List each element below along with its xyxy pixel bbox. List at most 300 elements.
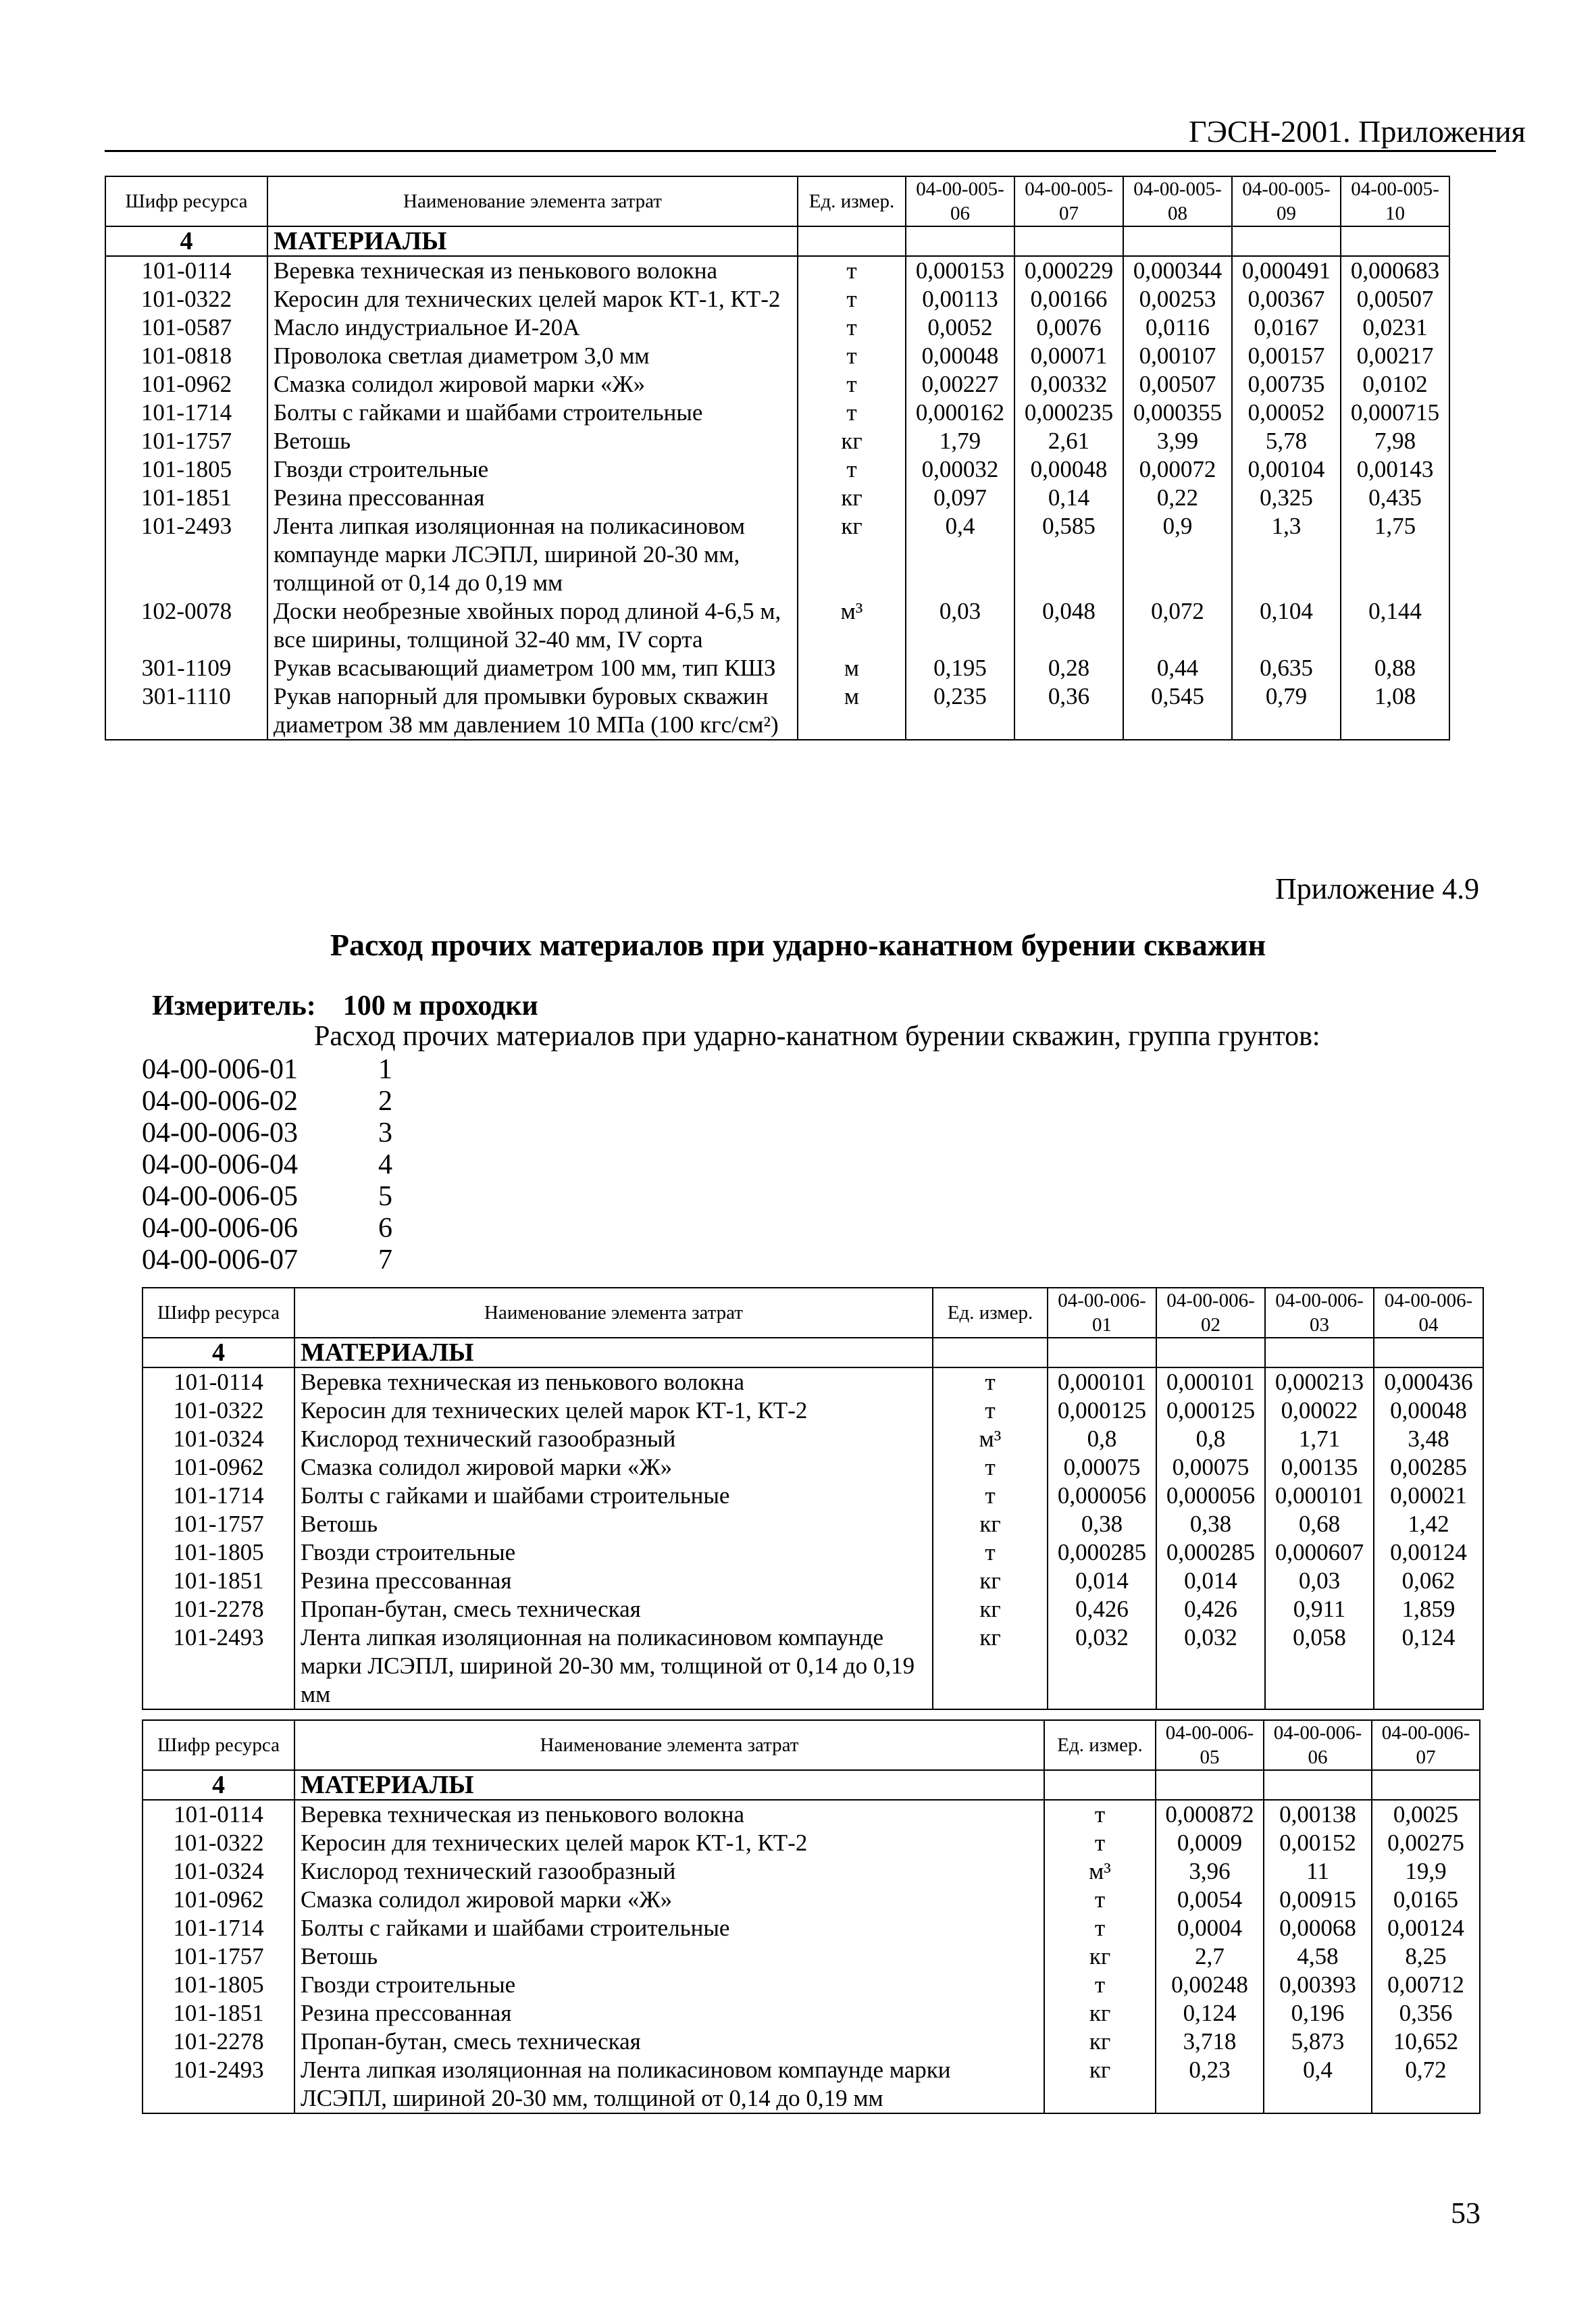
col-header-value: 04-00-005-07 [1014,176,1123,226]
resource-name: Лента липкая изоляционная на поликасиновом компаунде марки ЛСЭПЛ, шириной 20-30 мм, толщиной от 0,14 до 0,19 мм [294,2056,1044,2113]
resource-value: 0,032 [1156,1624,1265,1709]
resource-table-006-a [142,1287,1484,1710]
table-row [105,342,1449,370]
resource-value: 0,356 [1372,1999,1480,2028]
resource-code: 101-0322 [143,1397,294,1425]
resource-value: 0,14 [1014,484,1123,512]
col-header-value: 04-00-006-04 [1374,1288,1483,1338]
resource-value: 1,42 [1374,1510,1483,1538]
resource-value: 0,0025 [1372,1800,1480,1829]
page-number: 53 [1451,2196,1481,2230]
resource-code: 101-0114 [105,256,267,285]
section-name: МАТЕРИАЛЫ [267,226,798,256]
description: Расход прочих материалов при ударно-канатном бурении скважин, группа грунтов: [314,1021,1320,1052]
resource-value: 0,00227 [906,370,1014,399]
resource-value: 0,000056 [1156,1482,1265,1510]
list-item [142,1181,392,1213]
resource-value: 0,4 [906,512,1014,597]
header-rule [105,150,1496,152]
resource-value: 0,000213 [1265,1367,1374,1397]
resource-name: Ветошь [294,1942,1044,1971]
table-row [105,313,1449,342]
resource-unit: т [798,455,906,484]
resource-value: 0,00166 [1014,285,1123,313]
resource-value: 7,98 [1341,427,1449,455]
col-header-code: Шифр ресурса [105,176,267,226]
resource-value: 1,75 [1341,512,1449,597]
resource-code: 101-1851 [105,484,267,512]
resource-value: 0,426 [1048,1595,1156,1624]
resource-value: 0,00367 [1232,285,1341,313]
resource-unit: т [933,1482,1048,1510]
item-group: 4 [378,1149,392,1180]
resource-value: 0,00113 [906,285,1014,313]
table-row [105,399,1449,427]
resource-value: 0,00072 [1123,455,1232,484]
resource-value: 0,325 [1232,484,1341,512]
resource-value: 0,911 [1265,1595,1374,1624]
resource-value: 0,00124 [1374,1538,1483,1567]
resource-value: 0,097 [906,484,1014,512]
resource-code: 101-1757 [105,427,267,455]
resource-unit: т [798,313,906,342]
resource-code: 101-0114 [143,1367,294,1397]
resource-value: 0,28 [1014,654,1123,682]
resource-value: 0,00712 [1372,1971,1480,1999]
resource-value: 0,0102 [1341,370,1449,399]
list-item [142,1213,392,1244]
section-row [143,1338,1483,1367]
item-code: 04-00-006-01 [142,1054,298,1085]
list-item [142,1054,392,1086]
table-row [105,370,1449,399]
resource-value: 0,000436 [1374,1367,1483,1397]
resource-value: 0,0076 [1014,313,1123,342]
resource-value: 0,00138 [1264,1800,1372,1829]
resource-name: Смазка солидол жировой марки «Ж» [267,370,798,399]
resource-value: 0,014 [1048,1567,1156,1595]
resource-unit: т [1044,1800,1156,1829]
resource-code: 102-0078 [105,597,267,654]
col-header-value: 04-00-006-05 [1156,1720,1264,1770]
resource-value: 0,72 [1372,2056,1480,2113]
table-row [143,1914,1480,1942]
table-row [105,654,1449,682]
resource-value: 0,68 [1265,1510,1374,1538]
list-item [142,1244,392,1276]
resource-value: 2,61 [1014,427,1123,455]
resource-name: Веревка техническая из пенькового волокна [294,1800,1044,1829]
table-row [105,427,1449,455]
table-row [143,1367,1483,1397]
resource-unit: т [933,1367,1048,1397]
resource-name: Ветошь [294,1510,933,1538]
resource-value: 0,000125 [1048,1397,1156,1425]
resource-value: 3,96 [1156,1857,1264,1886]
resource-value: 0,00048 [1014,455,1123,484]
resource-value: 1,859 [1374,1595,1483,1624]
table-header-row [143,1720,1480,1770]
resource-value: 0,00507 [1341,285,1449,313]
resource-name: Масло индустриальное И-20А [267,313,798,342]
resource-name: Гвозди строительные [294,1538,933,1567]
table-row [143,1453,1483,1482]
resource-unit: кг [1044,1942,1156,1971]
resource-value: 0,635 [1232,654,1341,682]
resource-value: 0,000229 [1014,256,1123,285]
appendix-label: Приложение 4.9 [1275,872,1480,905]
resource-unit: кг [933,1595,1048,1624]
table-row [143,1942,1480,1971]
resource-name: Гвозди строительные [294,1971,1044,1999]
resource-unit: т [1044,1971,1156,1999]
table-row [143,1624,1483,1709]
resource-value: 0,00157 [1232,342,1341,370]
resource-value: 0,000235 [1014,399,1123,427]
measure-value: 100 м проходки [342,990,538,1022]
resource-value: 0,0054 [1156,1886,1264,1914]
item-code: 04-00-006-06 [142,1213,298,1244]
col-header-value: 04-00-005-06 [906,176,1014,226]
col-header-code: Шифр ресурса [143,1288,294,1338]
resource-value: 0,000125 [1156,1397,1265,1425]
resource-value: 0,00071 [1014,342,1123,370]
resource-value: 0,545 [1123,682,1232,740]
resource-name: Смазка солидол жировой марки «Ж» [294,1886,1044,1914]
resource-name: Керосин для технических целей марок КТ-1, КТ-2 [267,285,798,313]
resource-unit: т [933,1397,1048,1425]
resource-value: 0,38 [1156,1510,1265,1538]
col-header-value: 04-00-006-07 [1372,1720,1480,1770]
resource-code: 101-2493 [143,1624,294,1709]
resource-value: 0,144 [1341,597,1449,654]
table-row [143,1482,1483,1510]
section-code: 4 [143,1338,294,1367]
resource-name: Веревка техническая из пенькового волокна [267,256,798,285]
resource-name: Кислород технический газообразный [294,1857,1044,1886]
table-row [105,597,1449,654]
resource-code: 101-1757 [143,1510,294,1538]
resource-value: 0,000491 [1232,256,1341,285]
resource-value: 0,00332 [1014,370,1123,399]
resource-value: 0,36 [1014,682,1123,740]
resource-code: 101-0114 [143,1800,294,1829]
section-code: 4 [143,1770,294,1800]
resource-value: 0,000153 [906,256,1014,285]
resource-name: Резина прессованная [294,1999,1044,2028]
col-header-name: Наименование элемента затрат [294,1720,1044,1770]
col-header-value: 04-00-006-06 [1264,1720,1372,1770]
resource-value: 0,000872 [1156,1800,1264,1829]
table-row [143,2056,1480,2113]
resource-value: 0,88 [1341,654,1449,682]
resource-value: 0,03 [1265,1567,1374,1595]
resource-value: 0,124 [1374,1624,1483,1709]
resource-value: 0,8 [1048,1425,1156,1453]
resource-unit: кг [798,512,906,597]
resource-value: 0,0052 [906,313,1014,342]
resource-code: 101-2278 [143,2028,294,2056]
resource-value: 0,00735 [1232,370,1341,399]
resource-name: Проволока светлая диаметром 3,0 мм [267,342,798,370]
resource-unit: кг [933,1624,1048,1709]
resource-name: Доски необрезные хвойных пород длиной 4-6,5 м, все ширины, толщиной 32-40 мм, IV сорта [267,597,798,654]
resource-unit: кг [1044,2028,1156,2056]
resource-unit: т [798,399,906,427]
item-group: 2 [378,1086,392,1117]
resource-unit: м³ [933,1425,1048,1453]
table-row [143,1971,1480,1999]
resource-value: 0,00143 [1341,455,1449,484]
resource-value: 0,00068 [1264,1914,1372,1942]
table-row [143,1595,1483,1624]
resource-value: 0,00022 [1265,1397,1374,1425]
table-row [105,512,1449,597]
resource-value: 0,196 [1264,1999,1372,2028]
resource-code: 101-0818 [105,342,267,370]
resource-code: 101-1714 [143,1482,294,1510]
resource-value: 0,00032 [906,455,1014,484]
resource-name: Пропан-бутан, смесь техническая [294,2028,1044,2056]
resource-code: 301-1110 [105,682,267,740]
section-name: МАТЕРИАЛЫ [294,1338,933,1367]
resource-name: Болты с гайками и шайбами строительные [294,1914,1044,1942]
resource-value: 0,585 [1014,512,1123,597]
resource-table-006-b [142,1719,1481,2114]
col-header-unit: Ед. измер. [933,1288,1048,1338]
resource-value: 1,79 [906,427,1014,455]
resource-value: 3,48 [1374,1425,1483,1453]
resource-name: Резина прессованная [294,1567,933,1595]
resource-value: 0,00075 [1048,1453,1156,1482]
table-row [143,1567,1483,1595]
resource-value: 10,652 [1372,2028,1480,2056]
resource-value: 0,00135 [1265,1453,1374,1482]
resource-code: 101-1805 [105,455,267,484]
item-group: 5 [378,1181,392,1212]
resource-unit: кг [1044,2056,1156,2113]
table-row [105,682,1449,740]
resource-name: Болты с гайками и шайбами строительные [267,399,798,427]
resource-code: 101-2493 [143,2056,294,2113]
resource-value: 0,00285 [1374,1453,1483,1482]
resource-name: Рукав напорный для промывки буровых скважин диаметром 38 мм давлением 10 МПа (100 кгс/см²) [267,682,798,740]
resource-code: 101-1851 [143,1567,294,1595]
resource-value: 0,058 [1265,1624,1374,1709]
item-code: 04-00-006-03 [142,1117,298,1149]
resource-value: 0,00107 [1123,342,1232,370]
resource-name: Ветошь [267,427,798,455]
resource-value: 0,000715 [1341,399,1449,427]
resource-value: 4,58 [1264,1942,1372,1971]
measure-line [152,990,538,1022]
resource-value: 0,014 [1156,1567,1265,1595]
resource-value: 3,99 [1123,427,1232,455]
table-row [143,1397,1483,1425]
resource-value: 0,000162 [906,399,1014,427]
resource-unit: кг [798,484,906,512]
resource-value: 0,9 [1123,512,1232,597]
resource-value: 0,00253 [1123,285,1232,313]
table-row [105,256,1449,285]
resource-unit: м [798,682,906,740]
table-row [105,285,1449,313]
resource-value: 0,8 [1156,1425,1265,1453]
item-code: 04-00-006-07 [142,1244,298,1276]
resource-unit: т [798,256,906,285]
resource-value: 3,718 [1156,2028,1264,2056]
resource-code: 101-2278 [143,1595,294,1624]
resource-code: 101-1851 [143,1999,294,2028]
resource-value: 0,000285 [1156,1538,1265,1567]
resource-value: 1,3 [1232,512,1341,597]
resource-table-005 [105,176,1450,740]
resource-unit: т [933,1453,1048,1482]
item-code: 04-00-006-05 [142,1181,298,1212]
resource-value: 1,08 [1341,682,1449,740]
section-code: 4 [105,226,267,256]
col-header-value: 04-00-006-01 [1048,1288,1156,1338]
resource-value: 0,000355 [1123,399,1232,427]
resource-code: 101-1805 [143,1971,294,1999]
resource-name: Болты с гайками и шайбами строительные [294,1482,933,1510]
resource-value: 0,23 [1156,2056,1264,2113]
resource-value: 0,00393 [1264,1971,1372,1999]
resource-value: 0,0116 [1123,313,1232,342]
list-item [142,1086,392,1117]
resource-value: 0,0167 [1232,313,1341,342]
table-row [143,2028,1480,2056]
resource-value: 0,00275 [1372,1829,1480,1857]
col-header-unit: Ед. измер. [798,176,906,226]
resource-unit: т [1044,1886,1156,1914]
resource-value: 0,195 [906,654,1014,682]
resource-value: 0,79 [1232,682,1341,740]
resource-value: 0,0004 [1156,1914,1264,1942]
resource-value: 19,9 [1372,1857,1480,1886]
resource-value: 0,072 [1123,597,1232,654]
resource-value: 0,0231 [1341,313,1449,342]
resource-code: 101-0324 [143,1425,294,1453]
col-header-unit: Ед. измер. [1044,1720,1156,1770]
resource-unit: кг [933,1567,1048,1595]
resource-value: 11 [1264,1857,1372,1886]
resource-value: 1,71 [1265,1425,1374,1453]
resource-code: 101-0324 [143,1857,294,1886]
section-row [143,1770,1480,1800]
resource-value: 0,00104 [1232,455,1341,484]
resource-value: 0,426 [1156,1595,1265,1624]
resource-code: 101-0322 [105,285,267,313]
item-group: 6 [378,1213,392,1244]
resource-value: 0,44 [1123,654,1232,682]
resource-name: Пропан-бутан, смесь техническая [294,1595,933,1624]
table-row [143,1510,1483,1538]
resource-value: 0,00048 [906,342,1014,370]
resource-unit: т [798,285,906,313]
col-header-value: 04-00-005-08 [1123,176,1232,226]
measure-label: Измеритель: [152,990,316,1022]
resource-value: 0,0009 [1156,1829,1264,1857]
resource-value: 0,00075 [1156,1453,1265,1482]
table-header-row [143,1288,1483,1338]
resource-value: 0,000101 [1156,1367,1265,1397]
col-header-name: Наименование элемента затрат [294,1288,933,1338]
resource-unit: м³ [798,597,906,654]
resource-name: Смазка солидол жировой марки «Ж» [294,1453,933,1482]
table-row [143,1538,1483,1567]
resource-value: 0,00048 [1374,1397,1483,1425]
table-row [143,1999,1480,2028]
resource-code: 101-0962 [143,1886,294,1914]
resource-value: 0,124 [1156,1999,1264,2028]
list-item [142,1149,392,1181]
item-code: 04-00-006-04 [142,1149,298,1180]
resource-value: 0,22 [1123,484,1232,512]
resource-value: 0,000607 [1265,1538,1374,1567]
resource-name: Рукав всасывающий диаметром 100 мм, тип КШЗ [267,654,798,682]
resource-unit: м [798,654,906,682]
resource-unit: т [1044,1914,1156,1942]
resource-value: 0,000344 [1123,256,1232,285]
resource-value: 0,00152 [1264,1829,1372,1857]
resource-code: 101-1714 [143,1914,294,1942]
section-name: МАТЕРИАЛЫ [294,1770,1044,1800]
resource-unit: т [1044,1829,1156,1857]
resource-value: 0,0165 [1372,1886,1480,1914]
resource-unit: т [933,1538,1048,1567]
col-header-value: 04-00-006-02 [1156,1288,1265,1338]
resource-value: 0,4 [1264,2056,1372,2113]
list-item [142,1117,392,1149]
resource-value: 2,7 [1156,1942,1264,1971]
resource-code: 301-1109 [105,654,267,682]
resource-value: 0,435 [1341,484,1449,512]
section-title: Расход прочих материалов при ударно-канатном бурении скважин [330,928,1266,962]
item-code: 04-00-006-02 [142,1086,298,1117]
resource-name: Веревка техническая из пенькового волокна [294,1367,933,1397]
table-row [105,484,1449,512]
resource-code: 101-1757 [143,1942,294,1971]
resource-name: Гвозди строительные [267,455,798,484]
resource-code: 101-1805 [143,1538,294,1567]
resource-code: 101-0587 [105,313,267,342]
resource-unit: т [798,370,906,399]
resource-name: Керосин для технических целей марок КТ-1, КТ-2 [294,1397,933,1425]
resource-value: 0,03 [906,597,1014,654]
col-header-value: 04-00-005-09 [1232,176,1341,226]
resource-value: 0,235 [906,682,1014,740]
table-header-row [105,176,1449,226]
col-header-code: Шифр ресурса [143,1720,294,1770]
resource-code: 101-2493 [105,512,267,597]
resource-unit: кг [1044,1999,1156,2028]
resource-value: 0,00248 [1156,1971,1264,1999]
item-group: 7 [378,1244,392,1276]
resource-value: 0,000101 [1048,1367,1156,1397]
table-row [143,1829,1480,1857]
col-header-name: Наименование элемента затрат [267,176,798,226]
col-header-value: 04-00-005-10 [1341,176,1449,226]
resource-value: 5,873 [1264,2028,1372,2056]
resource-value: 8,25 [1372,1942,1480,1971]
resource-value: 0,00915 [1264,1886,1372,1914]
item-group: 3 [378,1117,392,1149]
resource-code: 101-0962 [143,1453,294,1482]
resource-value: 5,78 [1232,427,1341,455]
resource-value: 0,000056 [1048,1482,1156,1510]
resource-value: 0,000101 [1265,1482,1374,1510]
